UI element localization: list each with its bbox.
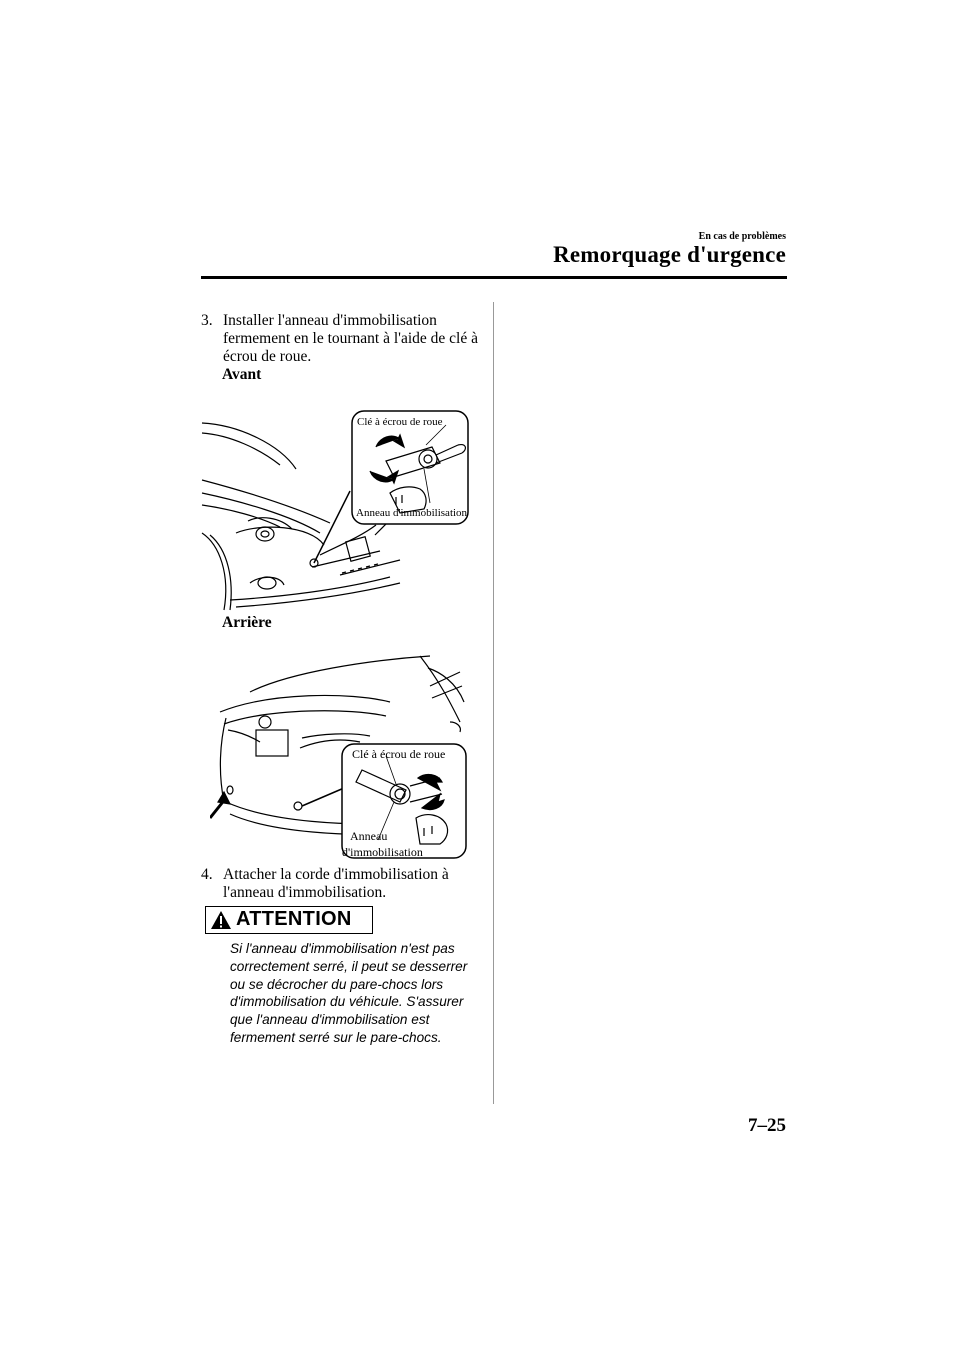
attention-label: ATTENTION [236,908,352,930]
warning-triangle-icon [210,910,232,930]
figure-label-front: Avant [222,366,262,383]
column-divider [493,302,494,1104]
step-number: 3. [201,312,213,329]
attention-text: Si l'anneau d'immobilisation n'est pas correctement serré, il peut se desserrer ou se décrocher du pare-chocs lors d'immobilisation du véhicule. S'assurer que l'anneau d'immobilisation est fermement serré sur le pare-chocs. [230,941,468,1045]
step-text: Attacher la corde d'immobilisation à l'anneau d'immobilisation. [223,866,449,901]
callout-tow-ring-rear-line2: d'immobilisation [342,845,423,859]
page-title: Remorquage d'urgence [553,242,786,267]
callout-wheel-wrench-rear: Clé à écrou de roue [352,747,446,761]
attention-box [205,906,373,934]
callout-tow-ring-rear-line1: Anneau [350,829,388,843]
header-rule [201,276,787,279]
section-heading: En cas de problèmes [698,231,786,242]
step-text: Installer l'anneau d'immobilisation fermement en le tournant à l'aide de clé à écrou de roue. [223,312,478,365]
callout-tow-ring-front: Anneau d'immobilisation [356,507,468,519]
callout-wheel-wrench-front: Clé à écrou de roue [357,416,443,428]
step-number: 4. [201,866,213,883]
figure-label-rear: Arrière [222,614,272,631]
page-number: 7–25 [748,1115,786,1136]
